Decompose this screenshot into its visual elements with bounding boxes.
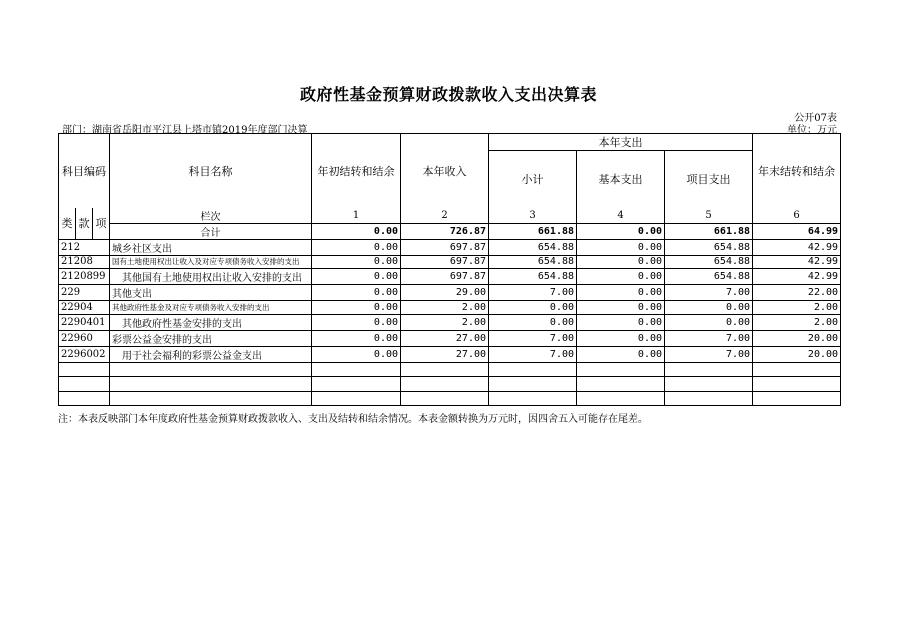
header-subtotal: 小计 bbox=[489, 151, 577, 208]
empty-cell bbox=[401, 391, 489, 406]
page-title: 政府性基金预算财政拨款收入支出决算表 bbox=[299, 85, 597, 104]
value-cell: 2.00 bbox=[753, 314, 841, 330]
value-cell: 20.00 bbox=[753, 346, 841, 362]
value-cell: 0.00 bbox=[577, 269, 665, 285]
value-cell: 27.00 bbox=[401, 346, 489, 362]
column-number: 5 bbox=[665, 208, 753, 224]
empty-cell bbox=[59, 362, 110, 377]
empty-cell bbox=[489, 377, 577, 392]
subject-name-cell: 城乡社区支出 bbox=[110, 239, 312, 255]
value-cell: 42.99 bbox=[753, 269, 841, 285]
form-code: 公开07表 bbox=[794, 113, 837, 124]
value-cell: 0.00 bbox=[312, 255, 401, 269]
total-value: 64.99 bbox=[753, 223, 841, 239]
value-cell: 0.00 bbox=[312, 239, 401, 255]
column-number: 3 bbox=[489, 208, 577, 224]
subject-code-cell: 212 bbox=[59, 239, 110, 255]
total-row bbox=[59, 223, 841, 239]
table-row bbox=[59, 346, 841, 362]
subject-name-cell: 其他国有土地使用权出让收入安排的支出 bbox=[110, 269, 312, 285]
subject-code-cell: 2296002 bbox=[59, 346, 110, 362]
value-cell: 7.00 bbox=[665, 330, 753, 346]
value-cell: 654.88 bbox=[489, 255, 577, 269]
table-row bbox=[59, 301, 841, 315]
value-cell: 0.00 bbox=[577, 255, 665, 269]
footnote: 注：本表反映部门本年度政府性基金预算财政拨款收入、支出及结转和结余情况。本表金额转换为万元时，因四舍五入可能存在尾差。 bbox=[58, 414, 648, 425]
subject-name-cell: 其他政府性基金安排的支出 bbox=[110, 314, 312, 330]
value-cell: 0.00 bbox=[312, 346, 401, 362]
value-cell: 27.00 bbox=[401, 330, 489, 346]
empty-cell bbox=[577, 391, 665, 406]
value-cell: 0.00 bbox=[489, 314, 577, 330]
empty-row bbox=[59, 377, 841, 392]
empty-cell bbox=[665, 377, 753, 392]
empty-cell bbox=[110, 377, 312, 392]
value-cell: 697.87 bbox=[401, 255, 489, 269]
subject-name-cell: 彩票公益金安排的支出 bbox=[110, 330, 312, 346]
value-cell: 2.00 bbox=[401, 301, 489, 315]
department-label: 部门：湖南省岳阳市平江县上塔市镇2019年度部门决算 bbox=[62, 125, 308, 136]
value-cell: 0.00 bbox=[577, 330, 665, 346]
header-income: 本年收入 bbox=[401, 134, 489, 208]
unit-label: 单位：万元 bbox=[787, 125, 837, 136]
empty-cell bbox=[665, 391, 753, 406]
value-cell: 7.00 bbox=[665, 346, 753, 362]
value-cell: 2.00 bbox=[753, 301, 841, 315]
value-cell: 7.00 bbox=[489, 346, 577, 362]
subject-code-cell: 21208 bbox=[59, 255, 110, 269]
header-project-expense: 项目支出 bbox=[665, 151, 753, 208]
total-value: 726.87 bbox=[401, 223, 489, 239]
value-cell: 654.88 bbox=[665, 269, 753, 285]
column-number: 6 bbox=[753, 208, 841, 224]
table-row bbox=[59, 285, 841, 301]
value-cell: 42.99 bbox=[753, 239, 841, 255]
value-cell: 0.00 bbox=[312, 285, 401, 301]
table-row bbox=[59, 269, 841, 285]
header-expense-group: 本年支出 bbox=[489, 134, 753, 151]
empty-cell bbox=[312, 391, 401, 406]
header-end-balance: 年末结转和结余 bbox=[753, 134, 841, 208]
header-subject-code: 科目编码 bbox=[59, 134, 110, 208]
empty-cell bbox=[753, 377, 841, 392]
table-row bbox=[59, 255, 841, 269]
header-basic-expense: 基本支出 bbox=[577, 151, 665, 208]
value-cell: 0.00 bbox=[489, 301, 577, 315]
value-cell: 654.88 bbox=[665, 239, 753, 255]
empty-cell bbox=[489, 362, 577, 377]
total-value: 661.88 bbox=[665, 223, 753, 239]
header-xiang: 项 bbox=[93, 208, 110, 240]
value-cell: 0.00 bbox=[577, 346, 665, 362]
column-number: 2 bbox=[401, 208, 489, 224]
value-cell: 654.88 bbox=[665, 255, 753, 269]
subject-name-cell: 其他政府性基金及对应专项债务收入安排的支出 bbox=[110, 301, 312, 315]
budget-table bbox=[58, 133, 841, 406]
header-lei: 类 bbox=[59, 208, 76, 240]
value-cell: 0.00 bbox=[577, 301, 665, 315]
value-cell: 7.00 bbox=[665, 285, 753, 301]
column-number: 1 bbox=[312, 208, 401, 224]
value-cell: 7.00 bbox=[489, 285, 577, 301]
empty-cell bbox=[59, 391, 110, 406]
value-cell: 0.00 bbox=[577, 314, 665, 330]
empty-row bbox=[59, 391, 841, 406]
column-number: 4 bbox=[577, 208, 665, 224]
empty-cell bbox=[577, 377, 665, 392]
empty-row bbox=[59, 362, 841, 377]
value-cell: 20.00 bbox=[753, 330, 841, 346]
value-cell: 697.87 bbox=[401, 269, 489, 285]
empty-cell bbox=[665, 362, 753, 377]
total-label: 合计 bbox=[110, 223, 312, 239]
value-cell: 2.00 bbox=[401, 314, 489, 330]
value-cell: 0.00 bbox=[665, 314, 753, 330]
empty-cell bbox=[110, 391, 312, 406]
header-kuan: 款 bbox=[76, 208, 93, 240]
total-value: 661.88 bbox=[489, 223, 577, 239]
subject-code-cell: 229 bbox=[59, 285, 110, 301]
total-value: 0.00 bbox=[577, 223, 665, 239]
table-row bbox=[59, 239, 841, 255]
subject-code-cell: 2290401 bbox=[59, 314, 110, 330]
subject-code-cell: 2120899 bbox=[59, 269, 110, 285]
empty-cell bbox=[753, 391, 841, 406]
header-column-index: 栏次 bbox=[110, 208, 312, 224]
value-cell: 42.99 bbox=[753, 255, 841, 269]
subject-name-cell: 其他支出 bbox=[110, 285, 312, 301]
value-cell: 22.00 bbox=[753, 285, 841, 301]
subject-name-cell: 用于社会福利的彩票公益金支出 bbox=[110, 346, 312, 362]
value-cell: 0.00 bbox=[577, 285, 665, 301]
value-cell: 0.00 bbox=[312, 269, 401, 285]
value-cell: 0.00 bbox=[665, 301, 753, 315]
value-cell: 7.00 bbox=[489, 330, 577, 346]
empty-cell bbox=[59, 377, 110, 392]
value-cell: 29.00 bbox=[401, 285, 489, 301]
empty-cell bbox=[489, 391, 577, 406]
value-cell: 654.88 bbox=[489, 239, 577, 255]
table-row bbox=[59, 330, 841, 346]
empty-cell bbox=[401, 362, 489, 377]
value-cell: 0.00 bbox=[577, 239, 665, 255]
total-value: 0.00 bbox=[312, 223, 401, 239]
empty-cell bbox=[401, 377, 489, 392]
value-cell: 0.00 bbox=[312, 314, 401, 330]
empty-cell bbox=[753, 362, 841, 377]
empty-cell bbox=[110, 362, 312, 377]
value-cell: 654.88 bbox=[489, 269, 577, 285]
subject-code-cell: 22960 bbox=[59, 330, 110, 346]
subject-code-cell: 22904 bbox=[59, 301, 110, 315]
subject-name-cell: 国有土地使用权出让收入及对应专项债务收入安排的支出 bbox=[110, 255, 312, 269]
value-cell: 697.87 bbox=[401, 239, 489, 255]
table-row bbox=[59, 314, 841, 330]
header-begin-balance: 年初结转和结余 bbox=[312, 134, 401, 208]
empty-cell bbox=[312, 362, 401, 377]
value-cell: 0.00 bbox=[312, 301, 401, 315]
empty-cell bbox=[312, 377, 401, 392]
header-subject-name: 科目名称 bbox=[110, 134, 312, 208]
value-cell: 0.00 bbox=[312, 330, 401, 346]
empty-cell bbox=[577, 362, 665, 377]
